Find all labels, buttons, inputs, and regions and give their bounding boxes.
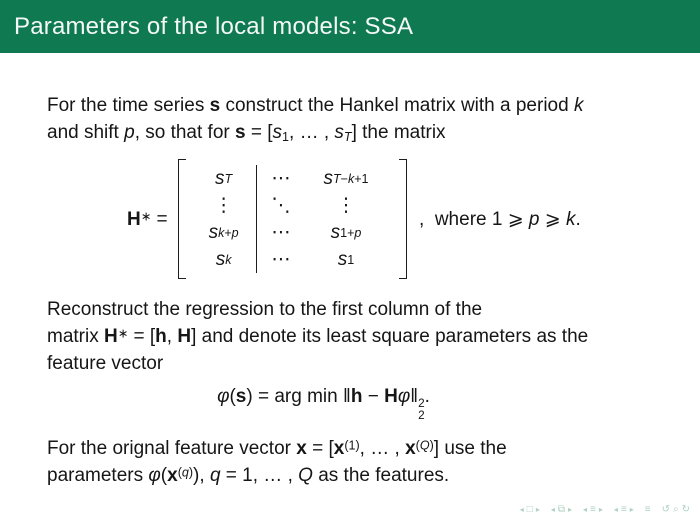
nav-next-slide-icon[interactable]: ▸ [535, 505, 540, 514]
matrix-cell: s T−k+1 [323, 168, 369, 189]
paragraph-hankel-intro: For the time series s construct the Hankel matrix with a period k and shift p, so that for $s = [s_1$, … , $s_T$] the matrix [47, 95, 584, 144]
nav-prev-slide-icon[interactable]: ◂ [519, 505, 524, 514]
paragraph-features: For the orignal feature vector $x = [x^{(1)}$, … , $x^{(Q)}$] use the parameters $\varphi(x^{(q)})$, q = 1, … , Q as the features. [47, 437, 507, 486]
nav-next-section-icon[interactable]: ▸ [629, 505, 634, 514]
matrix-body [186, 159, 399, 279]
matrix-column-last [303, 165, 389, 273]
matrix-lhs: H∗ = [127, 208, 168, 230]
nav-prev-subsection-icon[interactable]: ◂ [583, 505, 588, 514]
nav-slide-group [520, 505, 540, 515]
matrix-column-dots [259, 165, 303, 273]
paragraph-regression: Reconstruct the regression to the first column of the matrix H∗ = [h, H] and denote its least square parameters as the feature vector [47, 299, 589, 374]
nav-prev-section-icon[interactable]: ◂ [613, 505, 618, 514]
nav-search-icon[interactable]: ⌕ [673, 504, 679, 515]
nav-back-icon[interactable]: ↺ [661, 504, 670, 515]
matrix-cell: s k [215, 249, 232, 270]
nav-frame-icon[interactable]: ⧉ [557, 504, 565, 515]
nav-appendix-icon[interactable]: ≡ [644, 504, 651, 515]
hankel-matrix-equation [127, 159, 660, 279]
nav-frame-group [551, 505, 572, 515]
nav-section-group [614, 505, 634, 515]
matrix-cell: ⋯ [271, 168, 291, 189]
beamer-navigation-bar [520, 505, 690, 515]
matrix-cell: s k+p [208, 222, 239, 243]
nav-next-subsection-icon[interactable]: ▸ [598, 505, 603, 514]
matrix-column-first [196, 165, 252, 273]
nav-section-icon[interactable]: ≡ [620, 504, 627, 515]
nav-slide-icon[interactable]: □ [526, 504, 533, 515]
matrix-right-bracket [399, 159, 407, 279]
nav-prev-frame-icon[interactable]: ◂ [550, 505, 555, 514]
matrix-cell: s T [215, 168, 233, 189]
least-squares-formula: φ(s) = arg min ‖h − Hφ‖ 2 2 . [217, 386, 430, 423]
frame-title: Parameters of the local models: SSA [14, 12, 414, 40]
frame-title-bar [0, 0, 700, 53]
matrix-cell: ⋮ [336, 195, 356, 216]
slide-body [0, 53, 700, 489]
matrix-cell: ⋮ [214, 195, 234, 216]
matrix-condition: , where 1 ⩾ p ⩾ k. [419, 208, 581, 230]
matrix-cell: s 1+p [330, 222, 362, 243]
matrix-cell: ⋱ [271, 195, 291, 216]
matrix-left-bracket [178, 159, 186, 279]
nav-next-frame-icon[interactable]: ▸ [568, 505, 573, 514]
nav-subsection-group [583, 505, 603, 515]
matrix-cell: s 1 [337, 249, 355, 270]
matrix-cell: ⋯ [271, 222, 291, 243]
matrix-vertical-rule [256, 165, 257, 273]
nav-subsection-icon[interactable]: ≡ [590, 504, 596, 515]
nav-history-group [662, 505, 690, 515]
nav-appendix-group [645, 505, 651, 515]
nav-forward-icon[interactable]: ↻ [681, 504, 690, 515]
matrix-cell: ⋯ [271, 249, 291, 270]
